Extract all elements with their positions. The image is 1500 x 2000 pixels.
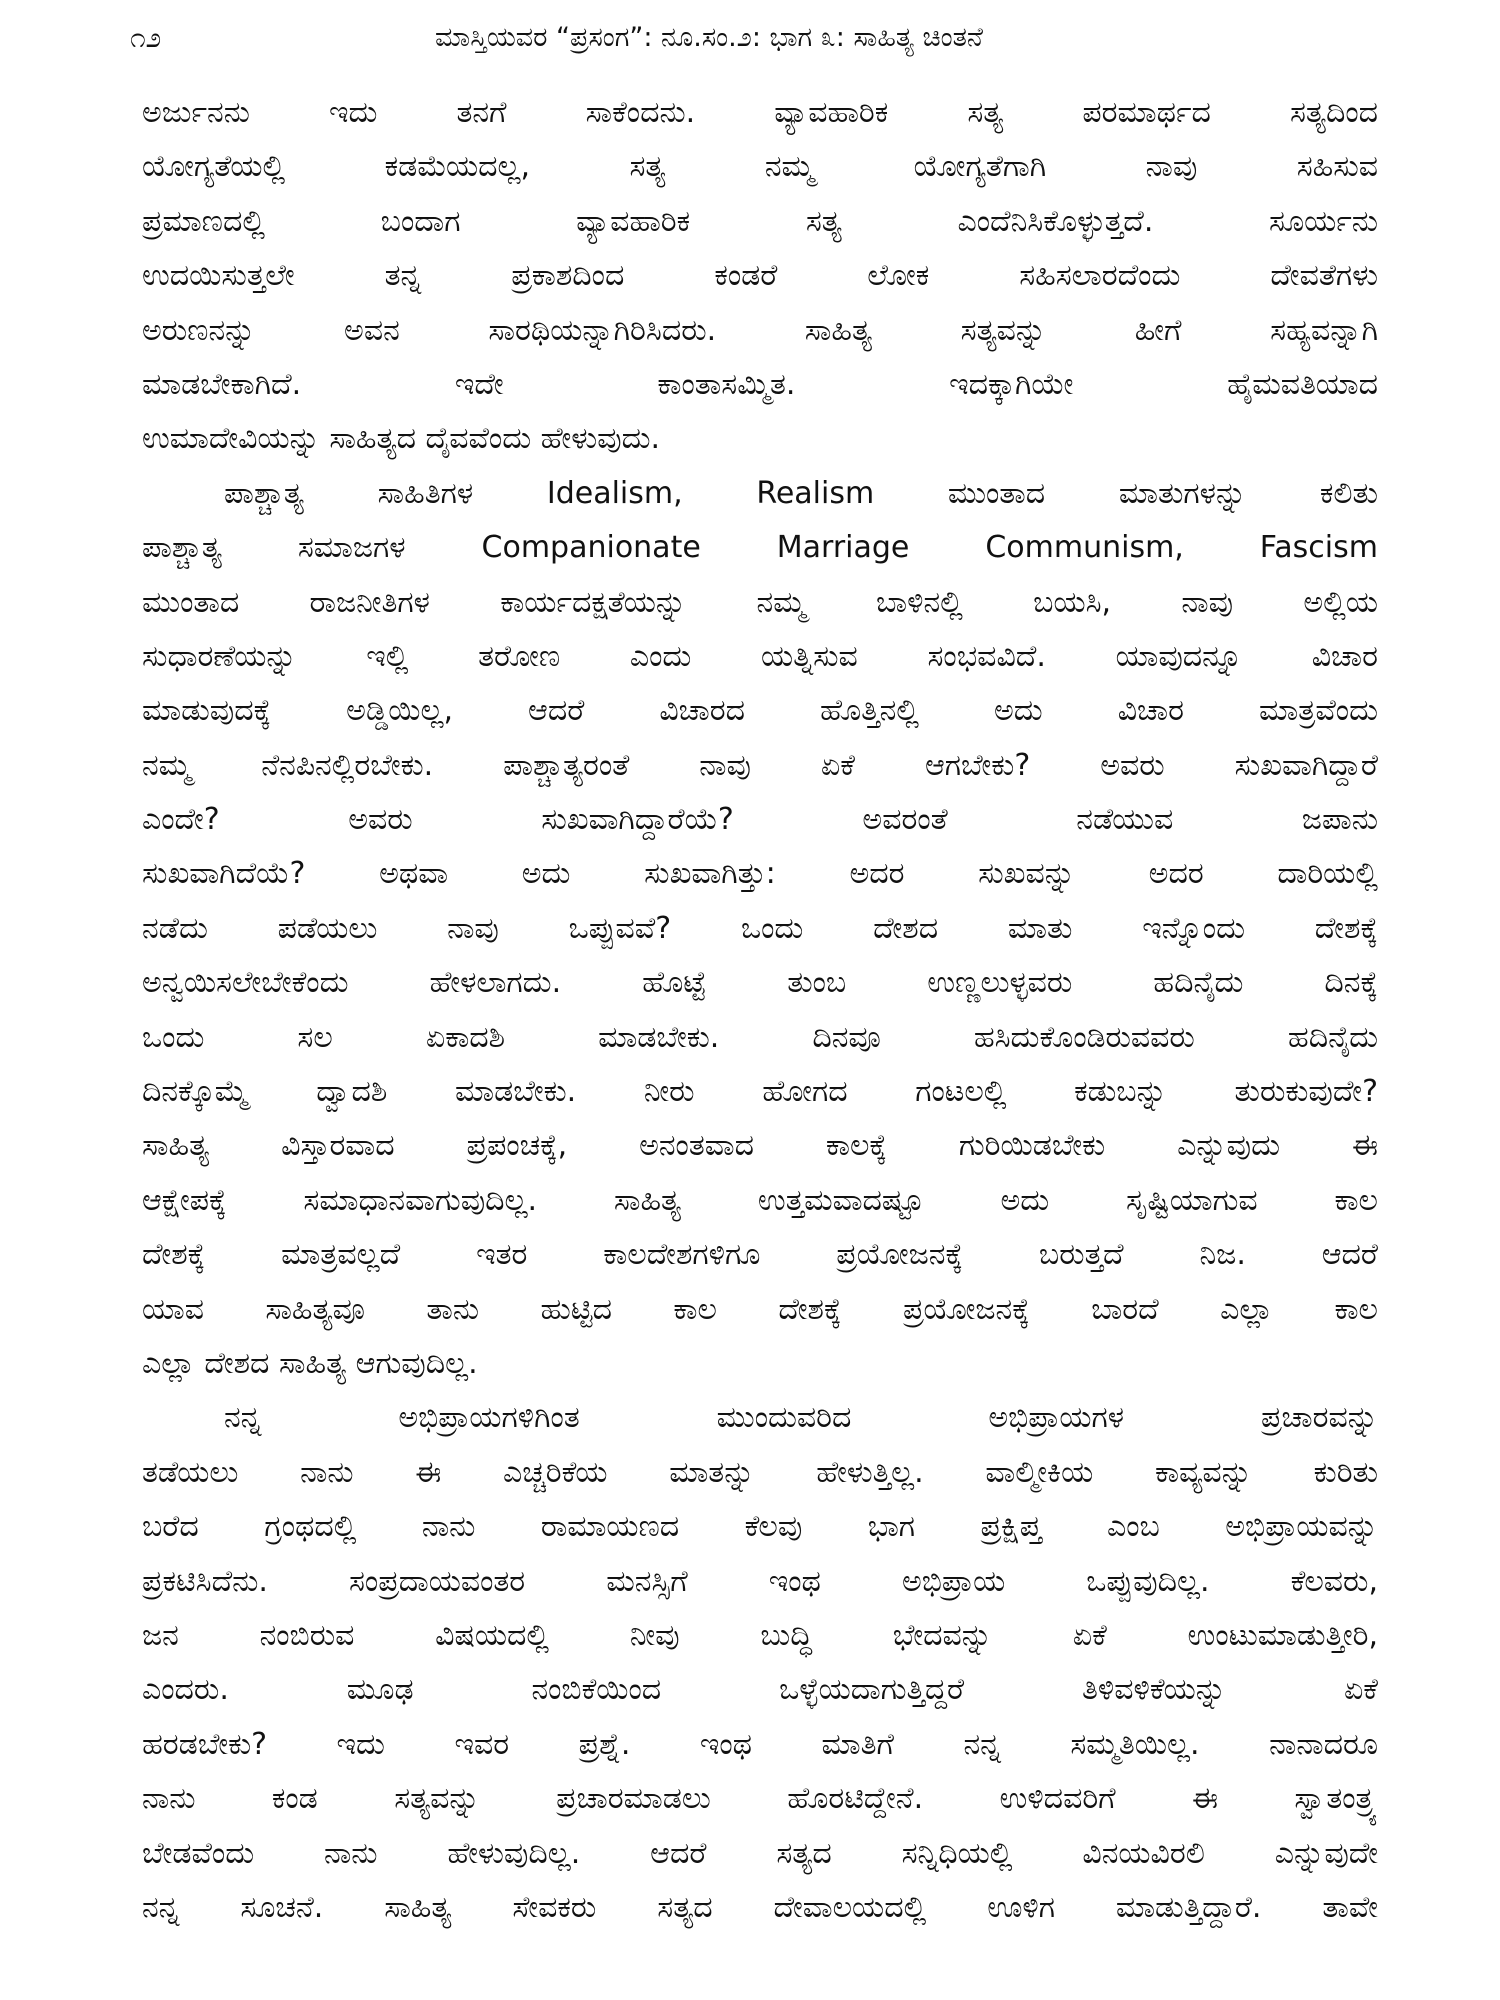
text-line: ಪ್ರಮಾಣದಲ್ಲಿ ಬಂದಾಗ ವ್ಯಾವಹಾರಿಕ ಸತ್ಯ ಎಂದೆನಿಸಿಕೊಳ್ಳುತ್ತದೆ. ಸೂರ್ಯನು xyxy=(142,203,1378,239)
text-line: ಅರುಣನನ್ನು ಅವನ ಸಾರಥಿಯನ್ನಾಗಿರಿಸಿದರು. ಸಾಹಿತ್ಯ ಸತ್ಯವನ್ನು ಹೀಗೆ ಸಹ್ಯವನ್ನಾಗಿ xyxy=(142,312,1378,348)
text-line: ನಾನು ಕಂಡ ಸತ್ಯವನ್ನು ಪ್ರಚಾರಮಾಡಲು ಹೊರಟಿದ್ದೇನೆ. ಉಳಿದವರಿಗೆ ಈ ಸ್ವಾತಂತ್ರ್ಯ xyxy=(142,1781,1378,1817)
text-line: ಮುಂತಾದ ರಾಜನೀತಿಗಳ ಕಾರ್ಯದಕ್ಷತೆಯನ್ನು ನಮ್ಮ ಬಾಳಿನಲ್ಲಿ ಬಯಸಿ, ನಾವು ಅಲ್ಲಿಯ xyxy=(142,584,1378,620)
paragraph-2 xyxy=(142,467,1378,1392)
text-line: ಸುಖವಾಗಿದೆಯೆ? ಅಥವಾ ಅದು ಸುಖವಾಗಿತ್ತು: ಅದರ ಸುಖವನ್ನು ಅದರ ದಾರಿಯಲ್ಲಿ xyxy=(142,856,1378,892)
text-line: ನನ್ನ ಸೂಚನೆ. ಸಾಹಿತ್ಯ ಸೇವಕರು ಸತ್ಯದ ದೇವಾಲಯದಲ್ಲಿ ಊಳಿಗ ಮಾಡುತ್ತಿದ್ದಾರೆ. ತಾವೇ xyxy=(142,1889,1378,1925)
text-line: ಹರಡಬೇಕು? ಇದು ಇವರ ಪ್ರಶ್ನೆ. ಇಂಥ ಮಾತಿಗೆ ನನ್ನ ಸಮ್ಮತಿಯಿಲ್ಲ. ನಾನಾದರೂ xyxy=(142,1726,1378,1762)
paragraph-1 xyxy=(142,86,1378,467)
text-line: ದಿನಕ್ಕೊಮ್ಮೆ ದ್ವಾದಶಿ ಮಾಡಬೇಕು. ನೀರು ಹೋಗದ ಗಂಟಲಲ್ಲಿ ಕಡುಬನ್ನು ತುರುಕುವುದೇ? xyxy=(142,1074,1378,1110)
text-line: ನನ್ನ ಅಭಿಪ್ರಾಯಗಳಿಗಿಂತ ಮುಂದುವರಿದ ಅಭಿಪ್ರಾಯಗಳ ಪ್ರಚಾರವನ್ನು xyxy=(224,1400,1378,1436)
text-line: ಯಾವ ಸಾಹಿತ್ಯವೂ ತಾನು ಹುಟ್ಟಿದ ಕಾಲ ದೇಶಕ್ಕೆ ಪ್ರಯೋಜನಕ್ಕೆ ಬಾರದೆ ಎಲ್ಲಾ ಕಾಲ xyxy=(142,1291,1378,1327)
text-line: ಮಾಡಬೇಕಾಗಿದೆ. ಇದೇ ಕಾಂತಾಸಮ್ಮಿತ. ಇದಕ್ಕಾಗಿಯೇ ಹೈಮವತಿಯಾದ xyxy=(142,366,1378,402)
page-header xyxy=(130,16,1370,60)
text-line: ಪ್ರಕಟಿಸಿದೆನು. ಸಂಪ್ರದಾಯವಂತರ ಮನಸ್ಸಿಗೆ ಇಂಥ ಅಭಿಪ್ರಾಯ ಒಪ್ಪುವುದಿಲ್ಲ. ಕೆಲವರು, xyxy=(142,1563,1378,1599)
text-line: ಮಾಡುವುದಕ್ಕೆ ಅಡ್ಡಿಯಿಲ್ಲ, ಆದರೆ ವಿಚಾರದ ಹೊತ್ತಿನಲ್ಲಿ ಅದು ವಿಚಾರ ಮಾತ್ರವೆಂದು xyxy=(142,693,1378,729)
running-title: ಮಾಸ್ತಿಯವರ “ಪ್ರಸಂಗ”: ನೂ.ಸಂ.೨: ಭಾಗ ೩: ಸಾಹಿತ್ಯ ಚಿಂತನೆ xyxy=(435,22,984,53)
text-line: ಅನ್ವಯಿಸಲೇಬೇಕೆಂದು ಹೇಳಲಾಗದು. ಹೊಟ್ಟೆ ತುಂಬ ಉಣ್ಣಲುಳ್ಳವರು ಹದಿನೈದು ದಿನಕ್ಕೆ xyxy=(142,965,1378,1001)
paragraph-3 xyxy=(142,1391,1378,1935)
text-line: ಸಾಹಿತ್ಯ ವಿಸ್ತಾರವಾದ ಪ್ರಪಂಚಕ್ಕೆ, ಅನಂತವಾದ ಕಾಲಕ್ಕೆ ಗುರಿಯಿಡಬೇಕು ಎನ್ನುವುದು ಈ xyxy=(142,1128,1378,1164)
text-line: ಉದಯಿಸುತ್ತಲೇ ತನ್ನ ಪ್ರಕಾಶದಿಂದ ಕಂಡರೆ ಲೋಕ ಸಹಿಸಲಾರದೆಂದು ದೇವತೆಗಳು xyxy=(142,258,1378,294)
text-line: ಸುಧಾರಣೆಯನ್ನು ಇಲ್ಲಿ ತರೋಣ ಎಂದು ಯತ್ನಿಸುವ ಸಂಭವವಿದೆ. ಯಾವುದನ್ನೂ ವಿಚಾರ xyxy=(142,638,1378,674)
text-line: ಎಲ್ಲಾ ದೇಶದ ಸಾಹಿತ್ಯ ಆಗುವುದಿಲ್ಲ. xyxy=(142,1345,478,1381)
body-text xyxy=(142,86,1378,1935)
text-line: ಪಾಶ್ಚಾತ್ಯ ಸಮಾಜಗಳ Companionate Marriage Communism, Fascism xyxy=(142,530,1378,566)
text-line: ಬರೆದ ಗ್ರಂಥದಲ್ಲಿ ನಾನು ರಾಮಾಯಣದ ಕೆಲವು ಭಾಗ ಪ್ರಕ್ಷಿಪ್ತ ಎಂಬ ಅಭಿಪ್ರಾಯವನ್ನು xyxy=(142,1509,1378,1545)
text-line: ಬೇಡವೆಂದು ನಾನು ಹೇಳುವುದಿಲ್ಲ. ಆದರೆ ಸತ್ಯದ ಸನ್ನಿಧಿಯಲ್ಲಿ ವಿನಯವಿರಲಿ ಎನ್ನುವುದೇ xyxy=(142,1835,1378,1871)
page-number: ೧೨ xyxy=(130,21,162,54)
text-line: ಯೋಗ್ಯತೆಯಲ್ಲಿ ಕಡಮೆಯದಲ್ಲ, ಸತ್ಯ ನಮ್ಮ ಯೋಗ್ಯತೆಗಾಗಿ ನಾವು ಸಹಿಸುವ xyxy=(142,149,1378,185)
text-line: ಎಂದರು. ಮೂಢ ನಂಬಿಕೆಯಿಂದ ಒಳ್ಳೆಯದಾಗುತ್ತಿದ್ದರೆ ತಿಳಿವಳಿಕೆಯನ್ನು ಏಕೆ xyxy=(142,1672,1378,1708)
text-line: ಅರ್ಜುನನು ಇದು ತನಗೆ ಸಾಕೆಂದನು. ವ್ಯಾವಹಾರಿಕ ಸತ್ಯ ಪರಮಾರ್ಥದ ಸತ್ಯದಿಂದ xyxy=(142,95,1378,130)
text-line: ಜನ ನಂಬಿರುವ ವಿಷಯದಲ್ಲಿ ನೀವು ಬುದ್ಧಿ ಭೇದವನ್ನು ಏಕೆ ಉಂಟುಮಾಡುತ್ತೀರಿ, xyxy=(142,1617,1378,1653)
text-line: ತಡೆಯಲು ನಾನು ಈ ಎಚ್ಚರಿಕೆಯ ಮಾತನ್ನು ಹೇಳುತ್ತಿಲ್ಲ. ವಾಲ್ಮೀಕಿಯ ಕಾವ್ಯವನ್ನು ಕುರಿತು xyxy=(142,1454,1378,1490)
text-line: ದೇಶಕ್ಕೆ ಮಾತ್ರವಲ್ಲದೆ ಇತರ ಕಾಲದೇಶಗಳಿಗೂ ಪ್ರಯೋಜನಕ್ಕೆ ಬರುತ್ತದೆ ನಿಜ. ಆದರೆ xyxy=(142,1237,1378,1273)
text-line: ನಮ್ಮ ನೆನಪಿನಲ್ಲಿರಬೇಕು. ಪಾಶ್ಚಾತ್ಯರಂತೆ ನಾವು ಏಕೆ ಆಗಬೇಕು? ಅವರು ಸುಖವಾಗಿದ್ದಾರೆ xyxy=(142,747,1378,783)
text-line: ನಡೆದು ಪಡೆಯಲು ನಾವು ಒಪ್ಪುವವೆ? ಒಂದು ದೇಶದ ಮಾತು ಇನ್ನೊಂದು ದೇಶಕ್ಕೆ xyxy=(142,910,1378,946)
text-line: ಒಂದು ಸಲ ಏಕಾದಶಿ ಮಾಡಬೇಕು. ದಿನವೂ ಹಸಿದುಕೊಂಡಿರುವವರು ಹದಿನೈದು xyxy=(142,1019,1378,1055)
text-line: ಪಾಶ್ಚಾತ್ಯ ಸಾಹಿತಿಗಳ Idealism, Realism ಮುಂತಾದ ಮಾತುಗಳನ್ನು ಕಲಿತು xyxy=(224,475,1378,511)
text-line: ಎಂದೇ? ಅವರು ಸುಖವಾಗಿದ್ದಾರೆಯೆ? ಅವರಂತೆ ನಡೆಯುವ ಜಪಾನು xyxy=(142,802,1378,838)
text-line: ಉಮಾದೇವಿಯನ್ನು ಸಾಹಿತ್ಯದ ದೈವವೆಂದು ಹೇಳುವುದು. xyxy=(142,421,661,457)
text-line: ಆಕ್ಷೇಪಕ್ಕೆ ಸಮಾಧಾನವಾಗುವುದಿಲ್ಲ. ಸಾಹಿತ್ಯ ಉತ್ತಮವಾದಷ್ಟೂ ಅದು ಸೃಷ್ಟಿಯಾಗುವ ಕಾಲ xyxy=(142,1182,1378,1218)
